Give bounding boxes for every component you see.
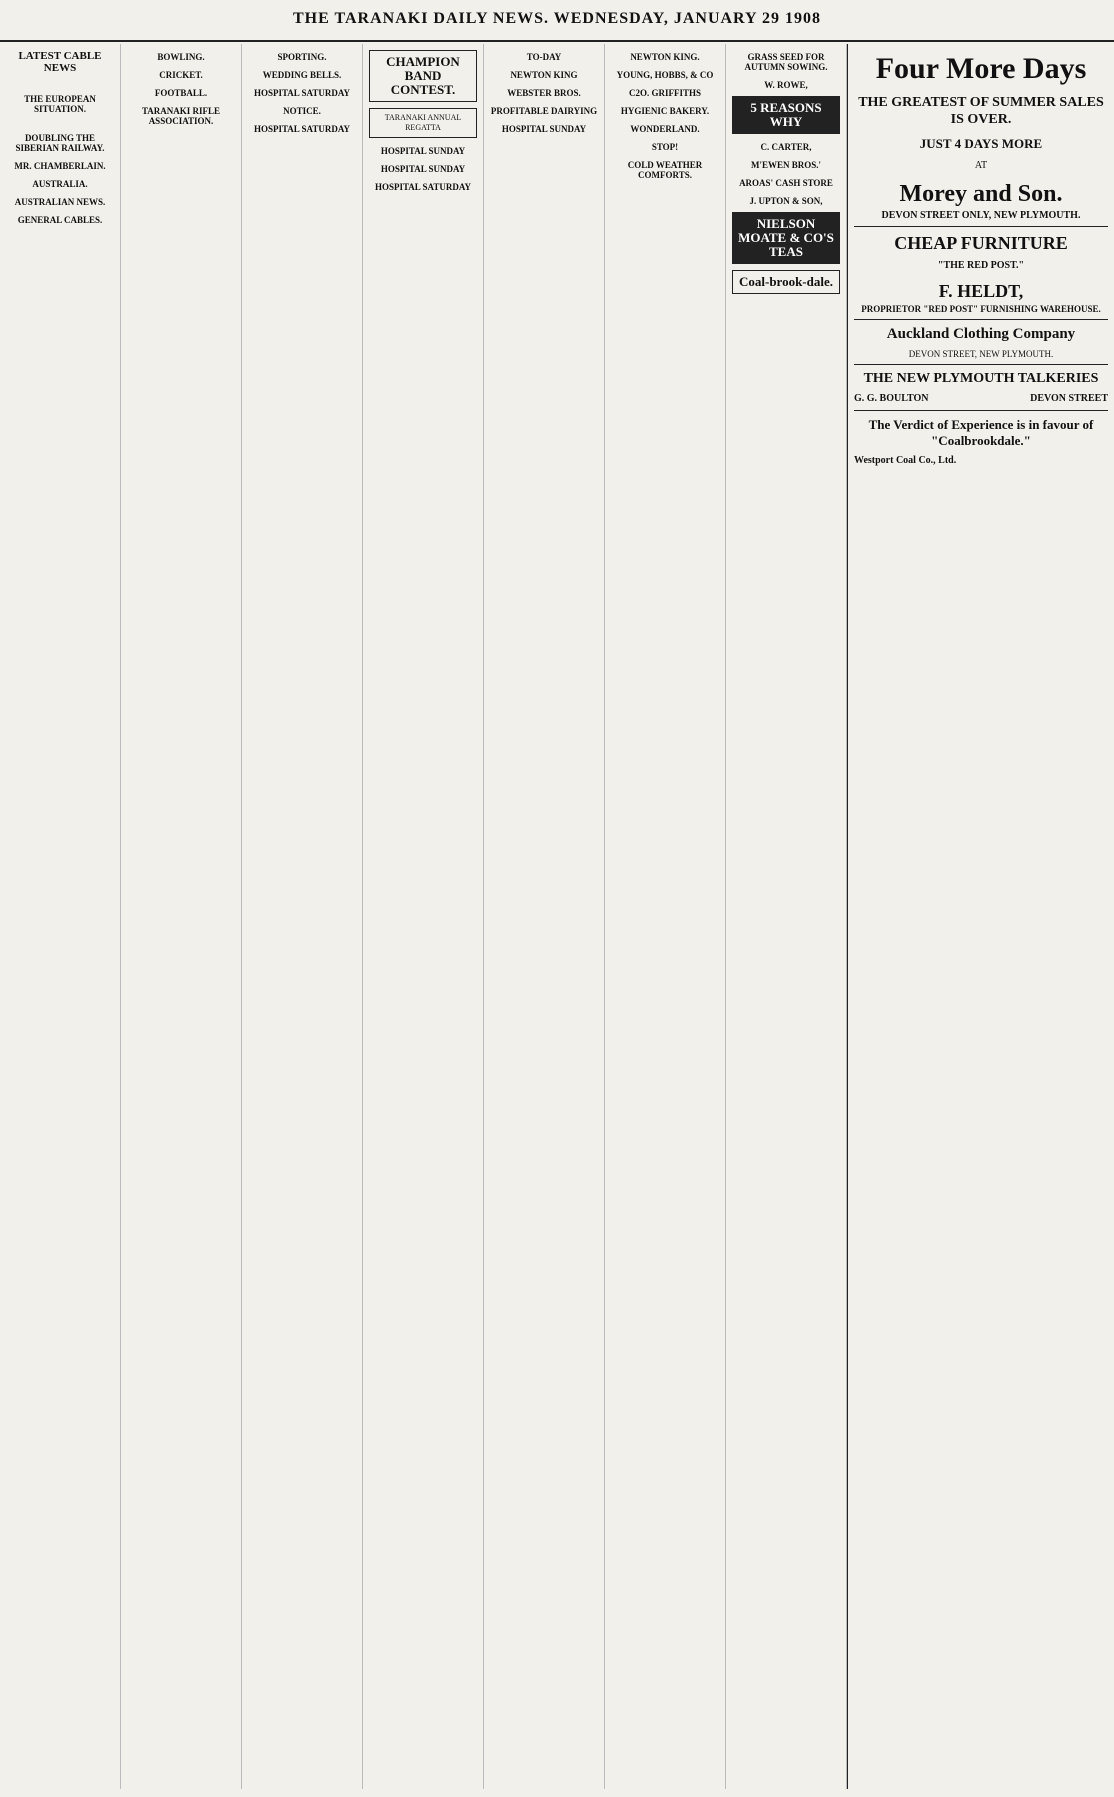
heldt: F. HELDT,: [938, 281, 1024, 301]
headline: HOSPITAL SUNDAY: [501, 124, 587, 134]
talkeries: THE NEW PLYMOUTH TALKERIES: [863, 371, 1099, 386]
headline: LATEST CABLE NEWS: [18, 50, 102, 74]
advertisement: CHAMPION BAND CONTEST.: [369, 50, 477, 102]
headline: WEBSTER BROS.: [507, 88, 581, 98]
divider: [854, 319, 1108, 320]
westport-coal: Westport Coal Co., Ltd.: [854, 455, 957, 466]
headline: THE EUROPEAN SITUATION.: [24, 93, 96, 114]
headline: NOTICE.: [283, 106, 321, 116]
headline: C2O. GRIFFITHS: [628, 88, 701, 98]
headline: HOSPITAL SUNDAY: [380, 164, 466, 174]
headline: AUSTRALIA.: [32, 178, 88, 189]
four-more-days: Four More Days: [875, 52, 1087, 85]
divider: [854, 410, 1108, 411]
sale-line: JUST 4 DAYS MORE: [919, 136, 1043, 151]
column-6: [605, 44, 726, 1789]
column-4: [363, 44, 484, 1789]
headline: HOSPITAL SATURDAY: [253, 88, 351, 98]
advertisement: TARANAKI ANNUAL REGATTA: [369, 108, 477, 138]
column-1: [0, 44, 121, 1789]
article-body: [6, 116, 114, 125]
headline: W. ROWE,: [764, 80, 808, 90]
verdict: The Verdict of Experience is in favour of "Coalbrookdale.": [868, 417, 1094, 448]
headline: C. CARTER,: [760, 142, 812, 152]
headline: J. UPTON & SON,: [749, 196, 823, 206]
headline: COLD WEATHER COMFORTS.: [627, 160, 703, 180]
headline: GENERAL CABLES.: [17, 214, 103, 225]
headline: CRICKET.: [159, 70, 203, 80]
article-body: [6, 77, 114, 86]
masthead: THE TARANAKI DAILY NEWS. WEDNESDAY, JANUARY 29 1908: [0, 0, 1114, 42]
headline: MR. CHAMBERLAIN.: [14, 160, 106, 171]
boulton: G. G. BOULTON: [854, 393, 929, 404]
red-post: "THE RED POST.": [937, 260, 1025, 271]
headline: HOSPITAL SATURDAY: [253, 124, 351, 134]
headline: GRASS SEED FOR AUTUMN SOWING.: [744, 52, 828, 72]
headline: PROFITABLE DAIRYING: [490, 106, 598, 116]
headline: HYGIENIC BAKERY.: [620, 106, 710, 116]
advertisement: 5 REASONS WHY: [732, 96, 840, 134]
headline: TARANAKI RIFLE ASSOCIATION.: [141, 106, 221, 126]
divider: [854, 364, 1108, 365]
headline: BOWLING.: [157, 52, 205, 62]
headline: DOUBLING THE SIBERIAN RAILWAY.: [15, 132, 105, 153]
sale-heading: THE GREATEST OF SUMMER SALES IS OVER.: [858, 95, 1104, 127]
divider: [854, 226, 1108, 227]
headline: STOP!: [651, 142, 679, 152]
column-5: [484, 44, 605, 1789]
column-3: [242, 44, 363, 1789]
devon-street: DEVON STREET: [1030, 393, 1108, 404]
headline: TO-DAY: [526, 52, 562, 62]
at-label: AT: [974, 160, 988, 171]
headline: HOSPITAL SUNDAY: [380, 146, 466, 156]
headline: SPORTING.: [277, 52, 327, 62]
cheap-furniture: CHEAP FURNITURE: [894, 233, 1068, 253]
morey-and-son: Morey and Son.: [899, 181, 1063, 207]
auckland-clothing: Auckland Clothing Company: [886, 326, 1076, 342]
headline: WONDERLAND.: [630, 124, 700, 134]
headline: M'EWEN BROS.': [750, 160, 821, 170]
column-2: [121, 44, 242, 1789]
auckland-address: DEVON STREET, NEW PLYMOUTH.: [908, 349, 1054, 359]
headline: NEWTON KING: [510, 70, 578, 80]
headline: HOSPITAL SATURDAY: [374, 182, 472, 192]
talkeries-footer: [854, 393, 1108, 404]
advertisement: Coal-brook-dale.: [732, 270, 840, 294]
headline: WEDDING BELLS.: [262, 70, 342, 80]
headline: YOUNG, HOBBS, & CO: [616, 70, 714, 80]
morey-address: DEVON STREET ONLY, NEW PLYMOUTH.: [881, 210, 1081, 221]
advertisement: NIELSON MOATE & CO'S TEAS: [732, 212, 840, 264]
headline: NEWTON KING.: [630, 52, 700, 62]
headline: FOOTBALL.: [154, 88, 208, 98]
heldt-sub: PROPRIETOR "RED POST" FURNISHING WAREHOUSE.: [861, 304, 1101, 314]
headline: AROAS' CASH STORE: [739, 178, 833, 188]
right-advertisements: [847, 44, 1114, 1789]
column-7: [726, 44, 847, 1789]
headline: AUSTRALIAN NEWS.: [14, 196, 106, 207]
